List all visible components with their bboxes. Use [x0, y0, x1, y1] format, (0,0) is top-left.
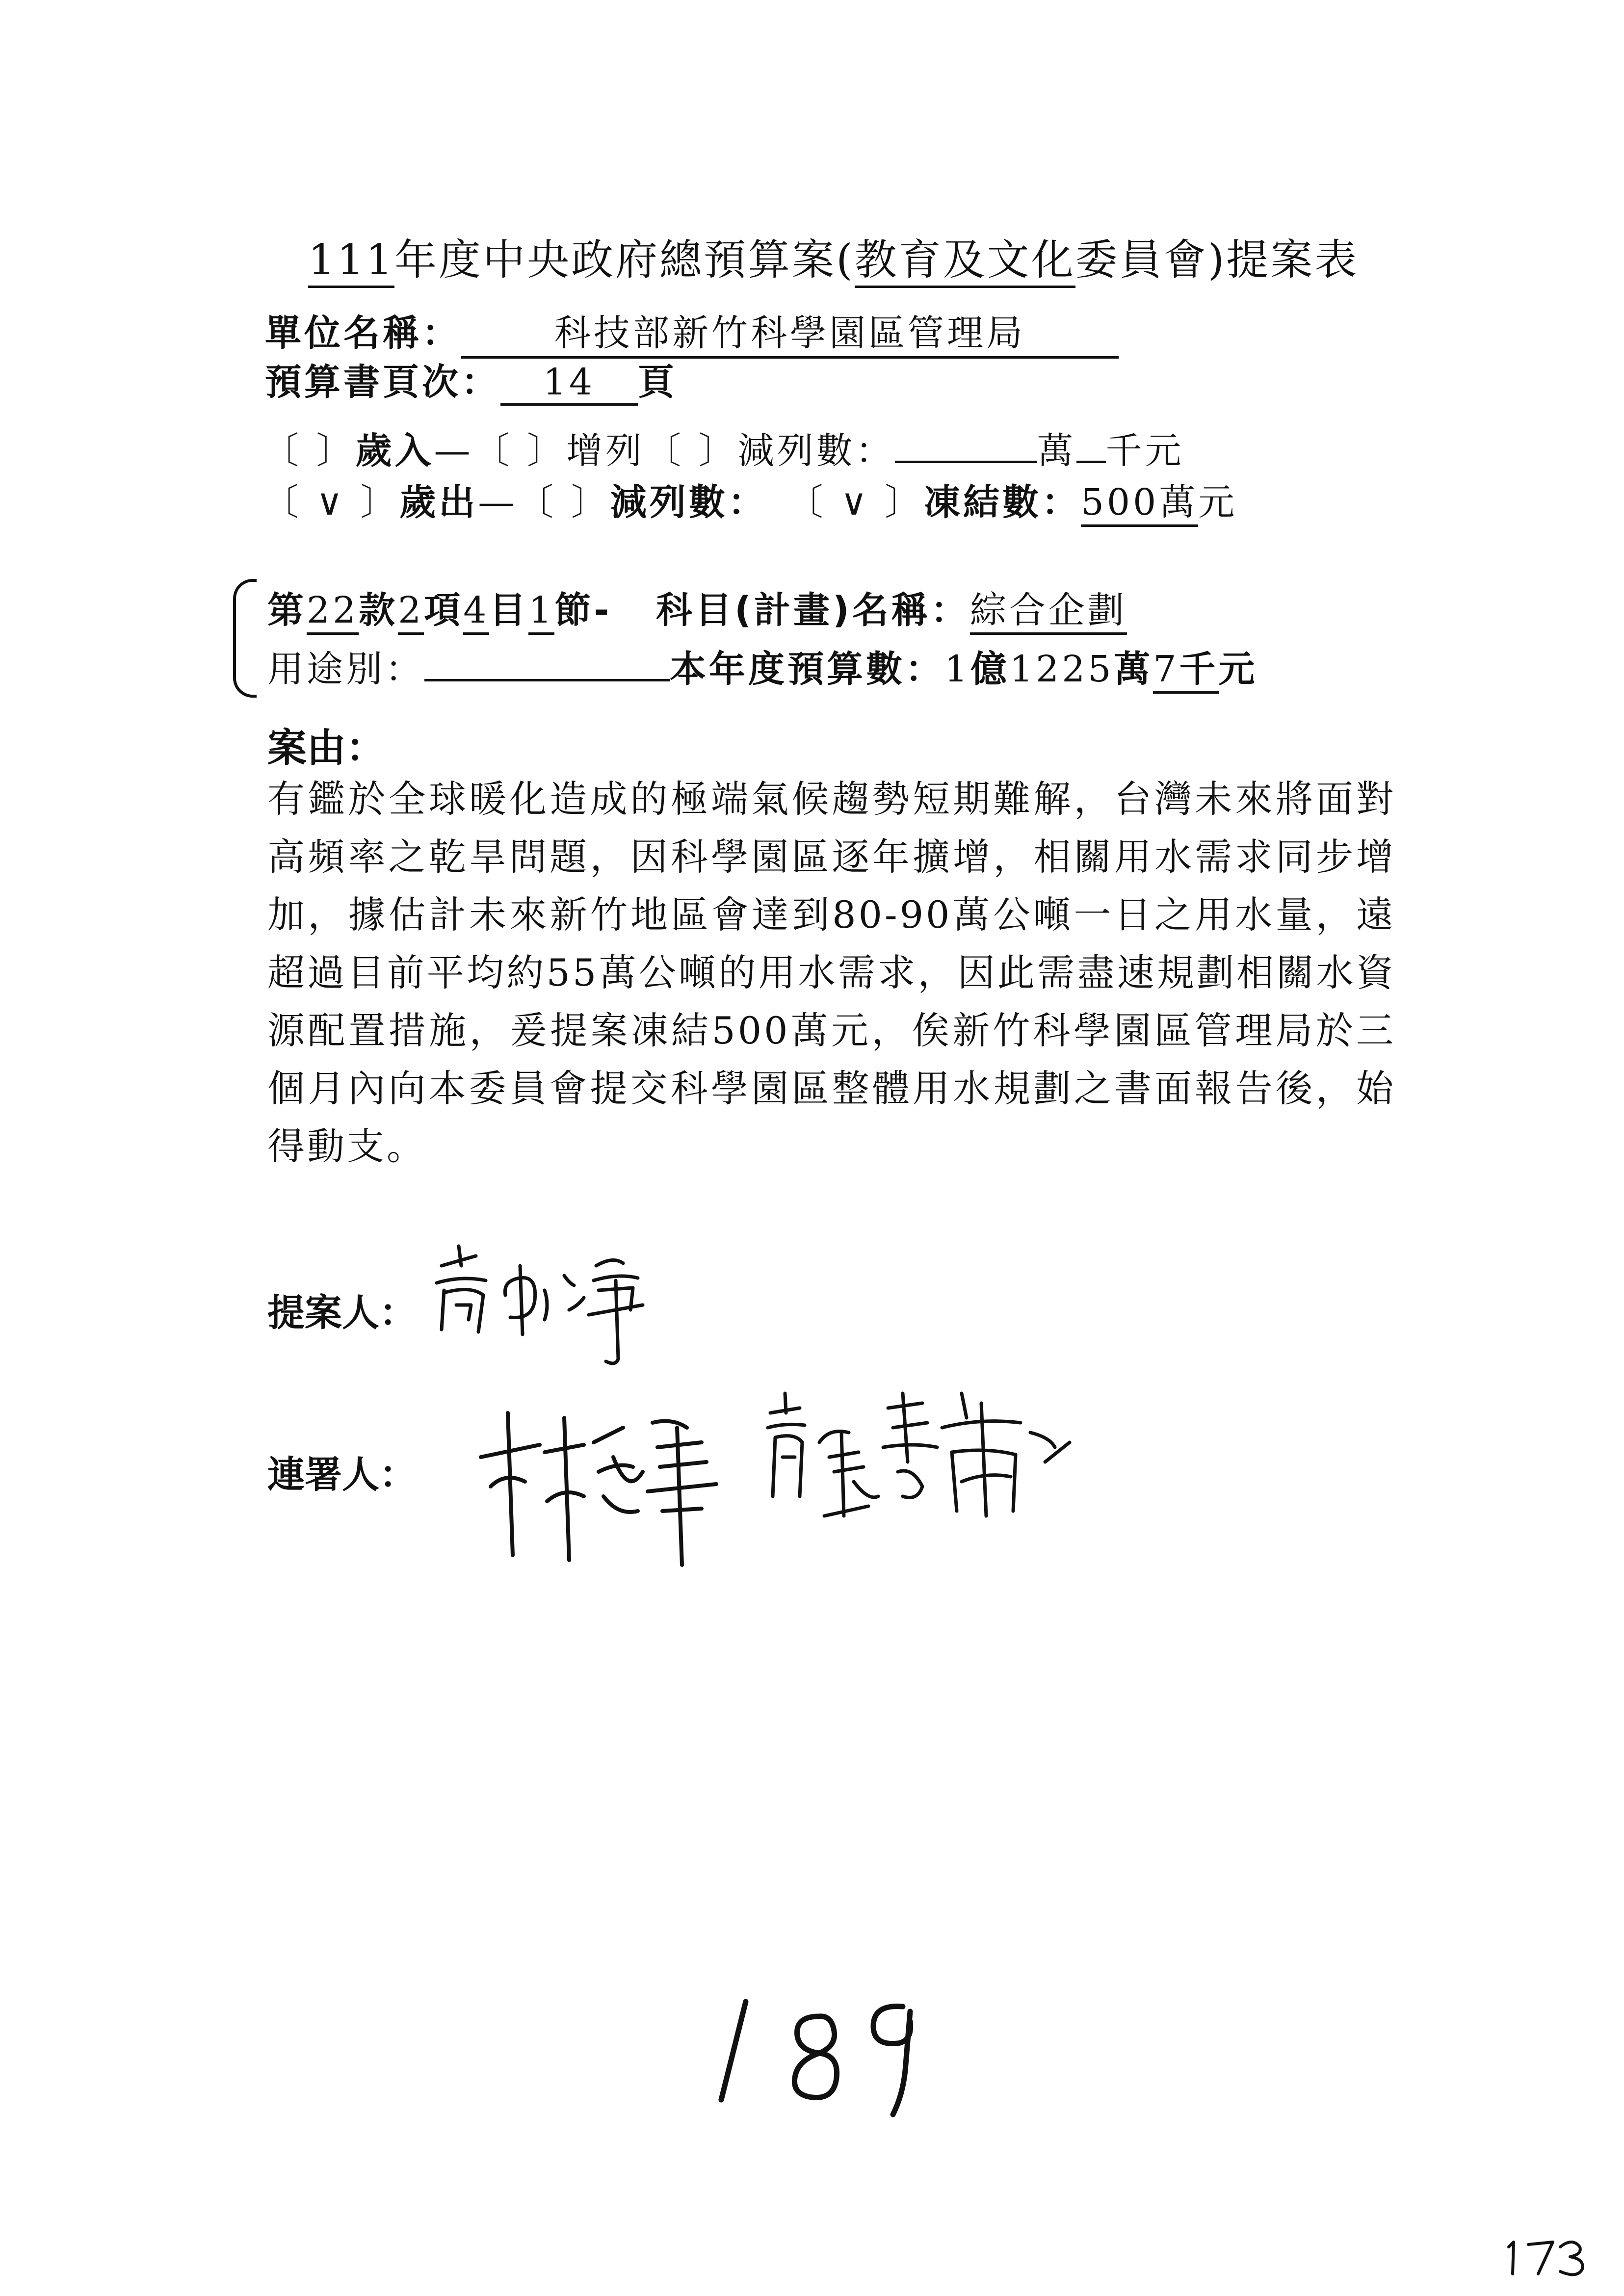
add-checkbox: 〔 〕	[473, 430, 567, 472]
unit-label: 單位名稱：	[265, 312, 461, 354]
form-title: 111年度中央政府總預算案(教育及文化委員會)提案表	[308, 226, 1359, 287]
unit-name-row	[265, 304, 1119, 359]
cosigner-signature-2	[756, 1374, 1109, 1540]
revenue-thousand-blank	[1076, 461, 1106, 463]
handwritten-page-number	[707, 1972, 942, 2119]
reason-heading: 案由：	[267, 725, 385, 771]
reason-body: 有鑑於全球暖化造成的極端氣候趨勢短期難解，台灣未來將面對高頻率之乾旱問題，因科學園區逐年擴增，相關用水需求同步增加，據估計未來新竹地區會達到80-90萬公噸一日之用水量，遠超過目前平均約55萬公噸的用水需求，因此需盡速規劃相關水資源配置措施，爰提案凍結500萬元，俟新竹科學園區管理局於三個月內向本委員會提交科學園區整體用水規劃之書面報告後，始得動支。	[267, 777, 1396, 1168]
revenue-row: 〔 〕歲入—〔 〕增列〔 〕減列數： 萬 千元	[262, 430, 1184, 472]
revenue-amount-blank	[895, 461, 1037, 463]
reduce-checkbox: 〔 〕	[645, 430, 738, 472]
pages-label: 預算書頁次：	[265, 361, 500, 403]
unit-value: 科技部新竹科學園區管理局	[461, 304, 1119, 359]
freeze-amount: 500	[1081, 481, 1159, 527]
bracket-decoration	[233, 579, 257, 698]
budget-reference-row: 第22款2項4目1節- 科目(計畫)名稱：綜合企劃	[267, 581, 1127, 633]
subject-name: 綜合企劃	[970, 589, 1127, 635]
use-blank	[424, 679, 670, 681]
freeze-checkbox: 〔 ∨ 〕	[786, 481, 924, 523]
exp-reduce-checkbox: 〔 〕	[517, 481, 610, 523]
proposer-signature	[422, 1236, 736, 1374]
cosigner-signature-1	[471, 1398, 726, 1604]
corner-page-number	[1499, 2230, 1597, 2279]
proposer-label: 提案人：	[267, 1291, 417, 1334]
title-year: 111	[308, 235, 394, 288]
expenditure-row: 〔 ∨ 〕歲出—〔 〕減列數： 〔 ∨ 〕凍結數：500萬元	[262, 473, 1237, 525]
use-and-total-row: 用途別： 本年度預算數：1億1225萬7千元	[267, 640, 1258, 692]
pages-value: 14	[500, 361, 638, 406]
title-committee: 教育及文化	[855, 235, 1075, 288]
cosigner-label: 連署人：	[267, 1453, 417, 1496]
expenditure-checkbox: 〔 ∨ 〕	[262, 481, 400, 523]
revenue-checkbox: 〔 〕	[262, 430, 356, 472]
budget-page-row: 預算書頁次： 14 頁	[265, 353, 677, 406]
